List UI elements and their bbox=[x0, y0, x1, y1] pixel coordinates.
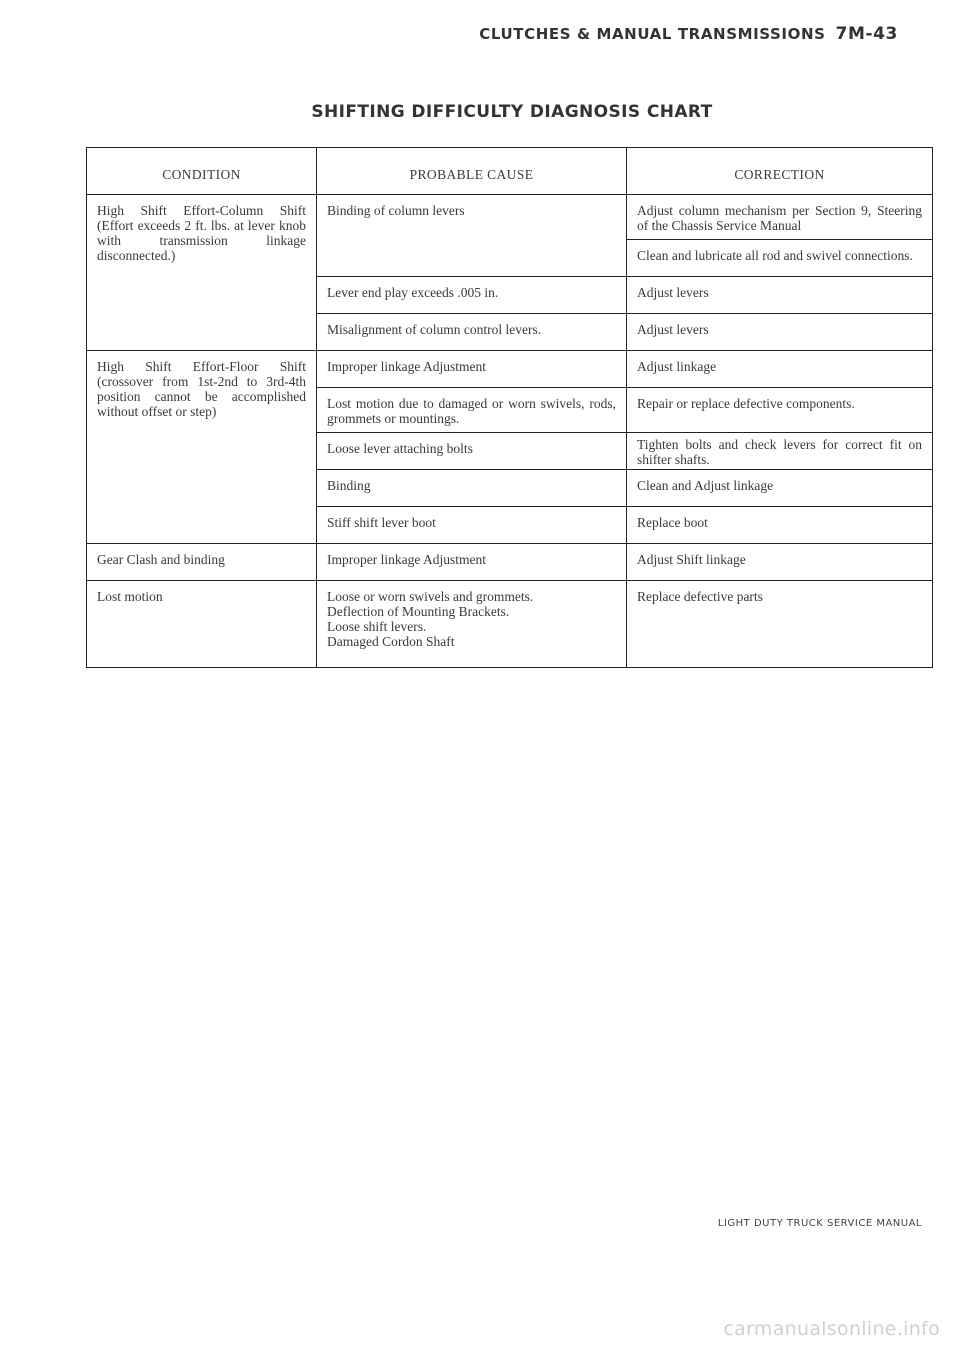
condition-cell: Gear Clash and binding bbox=[87, 544, 317, 581]
cause-cell bbox=[317, 581, 627, 668]
column-header-condition: CONDITION bbox=[87, 148, 317, 195]
table-row bbox=[87, 544, 933, 581]
cause-cell: Stiff shift lever boot bbox=[317, 507, 627, 544]
cause-cell: Misalignment of column control levers. bbox=[317, 314, 627, 351]
correction-cell: Tighten bolts and check levers for correct fit on shifter shafts. bbox=[627, 433, 933, 470]
cause-cell: Loose lever attaching bolts bbox=[317, 433, 627, 470]
condition-cell: High Shift Effort-Column Shift (Effort exceeds 2 ft. lbs. at lever knob with transmission linkage disconnected.) bbox=[87, 195, 317, 351]
diagnosis-table bbox=[86, 147, 933, 668]
correction-cell: Adjust Shift linkage bbox=[627, 544, 933, 581]
page-footer: LIGHT DUTY TRUCK SERVICE MANUAL bbox=[717, 1218, 922, 1229]
cause-cell: Lost motion due to damaged or worn swivels, rods, grommets or mountings. bbox=[317, 388, 627, 433]
cause-line: Damaged Cordon Shaft bbox=[327, 634, 455, 649]
column-header-correction: CORRECTION bbox=[627, 148, 933, 195]
correction-cell: Adjust levers bbox=[627, 314, 933, 351]
cause-line: Deflection of Mounting Brackets. bbox=[327, 604, 510, 619]
cause-cell: Binding bbox=[317, 470, 627, 507]
condition-cell: Lost motion bbox=[87, 581, 317, 668]
section-title: CLUTCHES & MANUAL TRANSMISSIONS bbox=[479, 25, 826, 43]
cause-cell: Lever end play exceeds .005 in. bbox=[317, 277, 627, 314]
table-header-row bbox=[87, 148, 933, 195]
watermark: carmanualsonline.info bbox=[723, 1318, 940, 1340]
column-header-cause: PROBABLE CAUSE bbox=[317, 148, 627, 195]
cause-line: Loose shift levers. bbox=[327, 619, 427, 634]
correction-cell: Clean and lubricate all rod and swivel connections. bbox=[627, 240, 933, 277]
correction-cell: Replace boot bbox=[627, 507, 933, 544]
correction-cell: Adjust column mechanism per Section 9, Steering of the Chassis Service Manual bbox=[627, 195, 933, 240]
cause-line: Loose or worn swivels and grommets. bbox=[327, 589, 534, 604]
cause-cell: Improper linkage Adjustment bbox=[317, 544, 627, 581]
correction-cell: Adjust linkage bbox=[627, 351, 933, 388]
correction-cell: Repair or replace defective components. bbox=[627, 388, 933, 433]
correction-cell: Replace defective parts bbox=[627, 581, 933, 668]
table-row bbox=[87, 351, 933, 388]
table-row bbox=[87, 195, 933, 240]
page-header bbox=[479, 24, 898, 44]
correction-cell: Clean and Adjust linkage bbox=[627, 470, 933, 507]
cause-cell: Improper linkage Adjustment bbox=[317, 351, 627, 388]
condition-cell: High Shift Effort-Floor Shift (crossover from 1st-2nd to 3rd-4th position cannot be accomplished without offset or step) bbox=[87, 351, 317, 544]
cause-cell: Binding of column levers bbox=[317, 195, 627, 277]
table-row bbox=[87, 581, 933, 668]
chart-title: SHIFTING DIFFICULTY DIAGNOSIS CHART bbox=[311, 102, 713, 122]
correction-cell: Adjust levers bbox=[627, 277, 933, 314]
page-number: 7M-43 bbox=[835, 24, 898, 44]
